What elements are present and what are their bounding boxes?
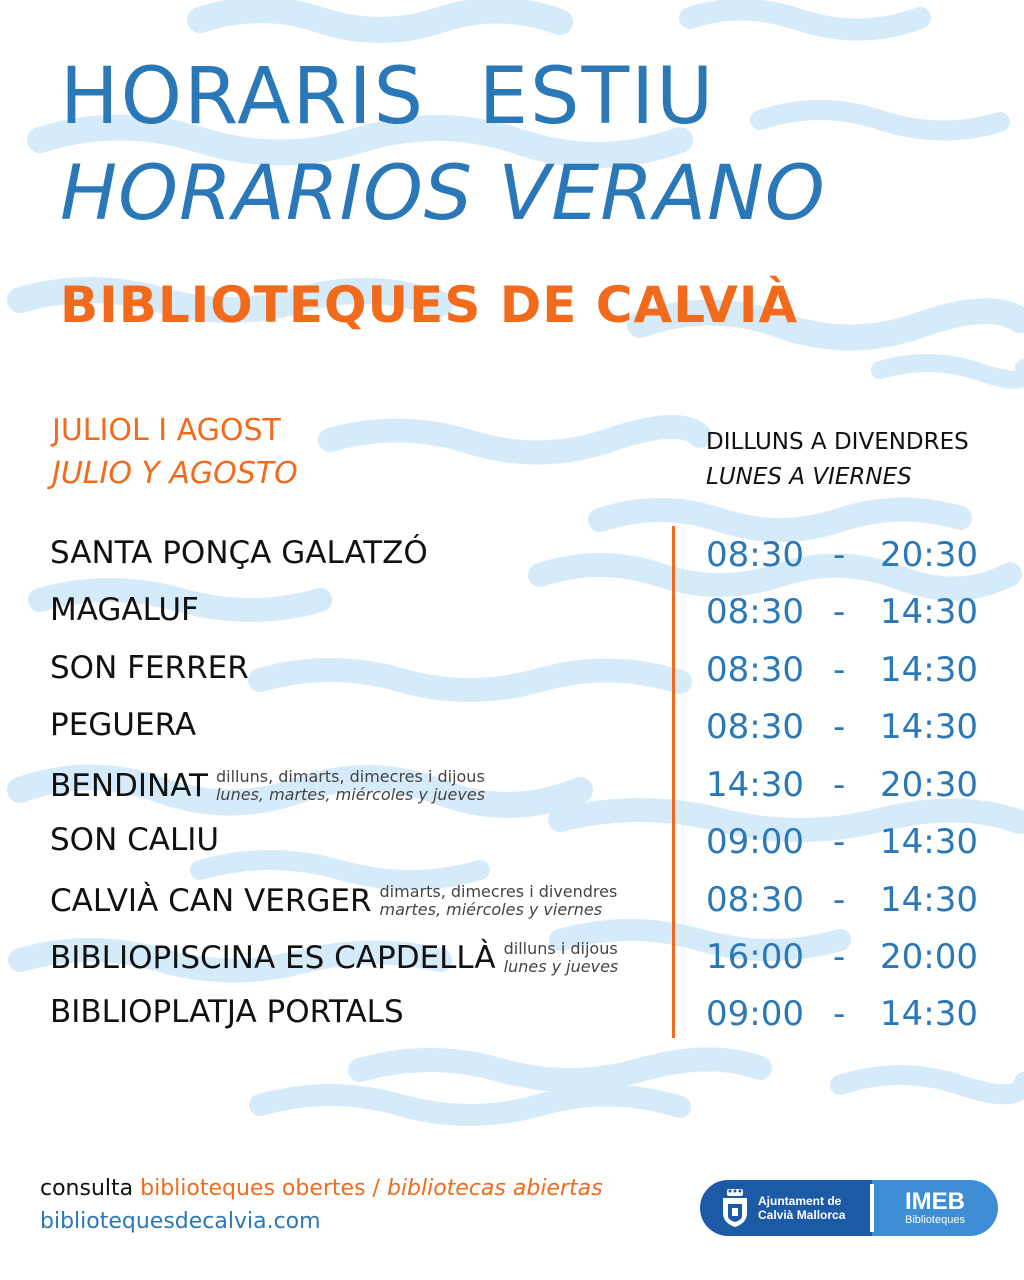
library-name: BIBLIOPLATJA PORTALS xyxy=(50,994,404,1030)
library-name: SANTA PONÇA GALATZÓ xyxy=(50,535,428,571)
closing-time: 14:30 xyxy=(880,822,978,862)
time-separator: - xyxy=(833,822,846,862)
closing-time: 20:30 xyxy=(880,765,978,805)
slash-separator: / xyxy=(365,1176,387,1201)
footer-consulta xyxy=(40,1176,603,1201)
opening-time: 08:30 xyxy=(706,707,804,747)
note-catalan: dilluns i dijous xyxy=(503,939,618,958)
days-spanish: LUNES A VIERNES xyxy=(706,464,912,490)
opening-time: 08:30 xyxy=(706,592,804,632)
library-name: SON FERRER xyxy=(50,650,249,686)
library-name: MAGALUF xyxy=(50,592,199,628)
opening-time: 16:00 xyxy=(706,937,804,977)
time-separator: - xyxy=(833,592,846,632)
note-spanish: lunes y jueves xyxy=(503,957,619,977)
closing-time: 14:30 xyxy=(880,592,978,632)
opening-time: 14:30 xyxy=(706,765,804,805)
opening-time: 08:30 xyxy=(706,650,804,690)
title-catalan: HORARIS ESTIU xyxy=(60,52,716,142)
period-catalan: JULIOL I AGOST xyxy=(52,413,281,448)
note-spanish: lunes, martes, miércoles y jueves xyxy=(215,785,486,805)
website-link[interactable]: bibliotequesdecalvia.com xyxy=(40,1209,321,1234)
note-spanish: martes, miércoles y viernes xyxy=(379,900,603,920)
library-name: BENDINAT xyxy=(50,767,208,804)
opening-time: 09:00 xyxy=(706,822,804,862)
library-days-note xyxy=(380,883,618,920)
library-name: PEGUERA xyxy=(50,707,197,743)
open-libraries-link-ca[interactable]: biblioteques obertes xyxy=(140,1176,366,1201)
imeb-logo xyxy=(872,1180,998,1236)
closing-time: 14:30 xyxy=(880,707,978,747)
time-separator: - xyxy=(833,707,846,747)
schedule-row xyxy=(0,934,1024,991)
library-days-note xyxy=(504,940,619,977)
schedule-row xyxy=(0,532,1024,589)
time-separator: - xyxy=(833,765,846,805)
ajuntament-line1: Ajuntament de xyxy=(758,1193,842,1208)
library-name: BIBLIOPISCINA ES CAPDELLÀ xyxy=(50,939,496,976)
logo-divider xyxy=(870,1184,874,1232)
closing-time: 14:30 xyxy=(880,994,978,1034)
opening-time: 09:00 xyxy=(706,994,804,1034)
crest-icon xyxy=(720,1189,750,1227)
time-separator: - xyxy=(833,994,846,1034)
time-separator: - xyxy=(833,535,846,575)
partner-logos xyxy=(700,1180,998,1236)
time-separator: - xyxy=(833,880,846,920)
ajuntament-logo xyxy=(700,1180,872,1236)
closing-time: 14:30 xyxy=(880,650,978,690)
closing-time: 14:30 xyxy=(880,880,978,920)
subtitle: BIBLIOTEQUES DE CALVIÀ xyxy=(60,276,799,334)
time-separator: - xyxy=(833,937,846,977)
closing-time: 20:30 xyxy=(880,535,978,575)
imeb-title: IMEB xyxy=(905,1187,965,1215)
schedule-row xyxy=(0,877,1024,934)
schedule-row xyxy=(0,704,1024,761)
period-spanish: JULIO Y AGOSTO xyxy=(52,456,298,491)
time-separator: - xyxy=(833,650,846,690)
imeb-subtitle: Biblioteques xyxy=(905,1213,965,1226)
schedule-row xyxy=(0,991,1024,1048)
open-libraries-link-es[interactable]: bibliotecas abiertas xyxy=(386,1176,603,1201)
consulta-label: consulta xyxy=(40,1176,141,1201)
days-catalan: DILLUNS A DIVENDRES xyxy=(706,429,969,455)
closing-time: 20:00 xyxy=(880,937,978,977)
schedule-row xyxy=(0,819,1024,876)
library-name: SON CALIU xyxy=(50,822,220,858)
library-days-note xyxy=(216,768,485,805)
ajuntament-line2: Calvià Mallorca xyxy=(758,1208,846,1222)
note-catalan: dilluns, dimarts, dimecres i dijous xyxy=(215,767,485,786)
opening-time: 08:30 xyxy=(706,880,804,920)
schedule-row xyxy=(0,647,1024,704)
note-catalan: dimarts, dimecres i divendres xyxy=(379,882,618,901)
library-name: CALVIÀ CAN VERGER xyxy=(50,882,372,919)
title-spanish: HORARIOS VERANO xyxy=(60,148,826,237)
schedule-row xyxy=(0,762,1024,819)
schedule-row xyxy=(0,589,1024,646)
opening-time: 08:30 xyxy=(706,535,804,575)
